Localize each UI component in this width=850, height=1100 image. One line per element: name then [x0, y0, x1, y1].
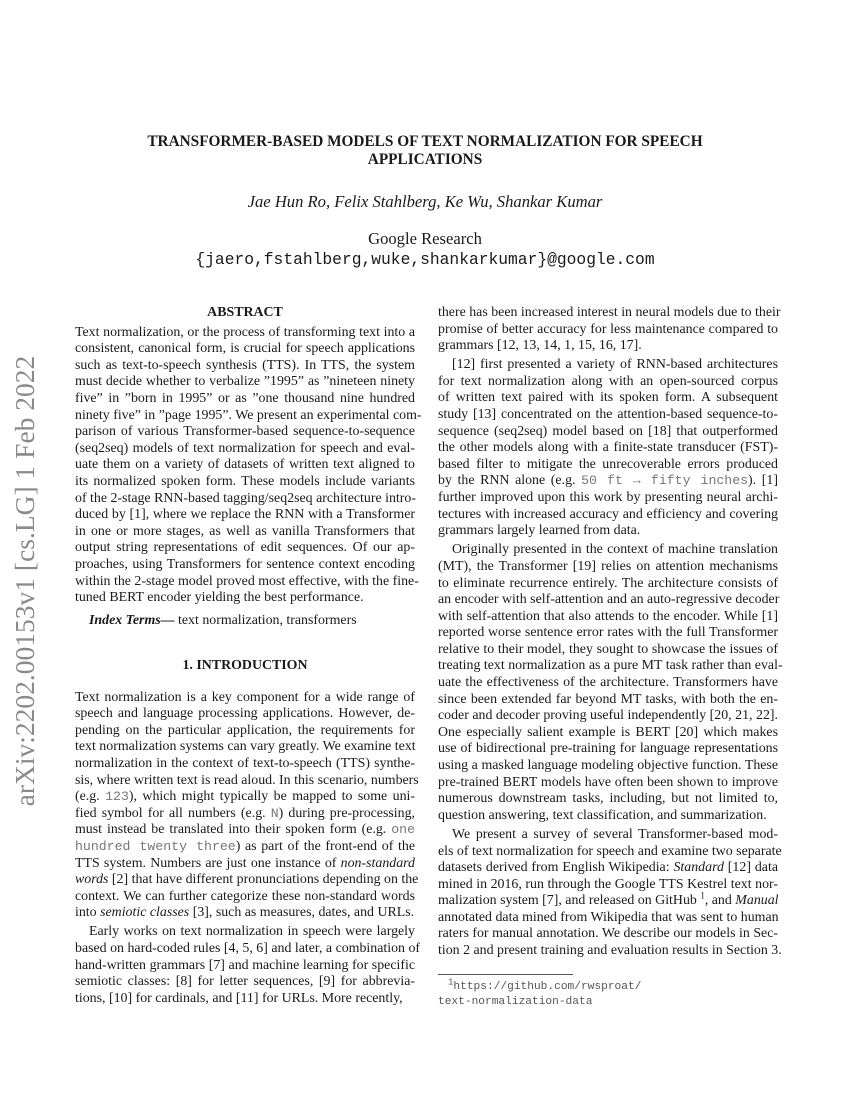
- text-line: using a masked language modeling objective function. These: [438, 758, 778, 774]
- text-line: of written text paired with its spoken form. A subsequent: [438, 390, 778, 406]
- text-line: pending on the particular application, the requirements for: [75, 722, 415, 738]
- code-text: hundred twenty three: [75, 838, 236, 854]
- text-line: an encoder with self-attention and an auto-regressive decoder: [438, 592, 780, 608]
- text-line: study [13] concentrated on the attention-based sequence-to-: [438, 407, 778, 423]
- text-line: grammars [12, 13, 14, 1, 15, 16, 17].: [438, 338, 642, 354]
- abstract-section: [75, 305, 422, 629]
- index-terms-value: text normalization, transformers: [174, 612, 357, 628]
- text-line: pre-trained BERT models have often been shown to improve: [438, 774, 778, 790]
- text-line: treating text normalization as a pure MT task rather than eval-: [438, 658, 783, 674]
- paragraph: [75, 324, 422, 607]
- index-terms: [75, 613, 415, 630]
- text-line: since been extended far beyond MT tasks, with both the en-: [438, 691, 778, 707]
- text-line: uate the effectiveness of the architecture. Transformers have: [438, 675, 778, 691]
- arxiv-identifier-sidebar: arXiv:2202.00153v1 [cs.LG] 1 Feb 2022: [9, 355, 40, 807]
- text-segment: by the RNN alone (e.g.: [438, 473, 582, 489]
- text-line: duced by [1], where we replace the RNN with a Transformer: [75, 507, 415, 523]
- text-line: tions, [10] for cardinals, and [11] for URLs. More recently,: [75, 990, 403, 1006]
- text-line: normalization in the context of text-to-speech (TTS) synthe-: [75, 755, 415, 771]
- footnote-divider: [438, 974, 573, 975]
- text-line: [438, 860, 778, 877]
- text-line: [75, 806, 415, 823]
- emphasis-text: semiotic classes: [100, 905, 190, 921]
- text-segment: [12] data: [723, 860, 778, 876]
- text-line: Text normalization is a key component for a wide range of: [75, 689, 415, 705]
- text-line: mined in 2016, run through the Google TTS Kestrel text nor-: [438, 876, 778, 892]
- index-terms-label: Index Terms—: [89, 612, 175, 628]
- text-segment: , and: [704, 893, 736, 909]
- text-segment: ) during pre-processing,: [278, 805, 415, 821]
- text-line: consistent, canonical form, is crucial for speech applications: [75, 341, 415, 357]
- footnote-link[interactable]: https://github.com/rwsproat/: [453, 981, 642, 993]
- emphasis-text: non-standard: [340, 855, 415, 871]
- paragraph: [438, 542, 783, 824]
- text-segment: into: [75, 905, 101, 921]
- text-segment: [2] that have different pronunciations depending on the: [108, 872, 419, 888]
- code-text: 123: [105, 789, 129, 805]
- footnote-mark: 1: [448, 977, 454, 988]
- text-line: Text normalization, or the process of transforming text into a: [75, 324, 415, 340]
- text-line: parison of various Transformer-based sequence-to-sequence: [75, 424, 415, 440]
- text-line: based on hard-coded rules [4, 5, 6] and later, a combination of: [75, 941, 421, 956]
- emphasis-text: Manual: [735, 893, 779, 909]
- text-segment: must instead be translated into their spoken form (e.g.: [75, 822, 392, 838]
- text-line: [75, 872, 419, 889]
- text-line: tectures with increased accuracy and efficiency and covering: [438, 506, 778, 522]
- text-line: proaches, using Transformers for sentence context encoding: [75, 556, 415, 572]
- text-line: Originally presented in the context of machine translation: [452, 542, 778, 558]
- text-segment: malization system [7], and released on GitHub: [438, 893, 701, 909]
- title-line: APPLICATIONS: [367, 150, 483, 168]
- text-line: [75, 905, 415, 922]
- text-line: (MT), the Transformer [19] relies on attention mechanisms: [438, 558, 778, 574]
- text-line: grammars largely learned from data.: [438, 523, 641, 539]
- paper-title: [60, 133, 790, 168]
- emphasis-text: words: [75, 872, 109, 888]
- text-line: further improved upon this work by presenting neural archi-: [438, 490, 778, 506]
- text-line: text normalization systems can vary greatly. We examine text: [75, 739, 416, 755]
- author-list: Jae Hun Ro, Felix Stahlberg, Ke Wu, Shankar Kumar: [247, 192, 603, 211]
- text-line: els of text normalization for speech and examine two separate: [438, 843, 782, 859]
- text-segment: ). [1]: [748, 473, 778, 489]
- text-line: promise of better accuracy for less maintenance compared to: [438, 321, 778, 337]
- title-line: TRANSFORMER-BASED MODELS OF TEXT NORMALIZATION FOR SPEECH: [147, 133, 703, 150]
- text-line: based filter to mitigate the unrecoverable errors produced: [438, 456, 778, 472]
- affiliation: Google Research: [368, 229, 482, 248]
- text-segment: fied symbol for all numbers (e.g.: [75, 805, 271, 821]
- text-line: context. We can further categorize these non-standard words: [75, 888, 415, 904]
- text-line: must decide whether to verbalize ”1995” as ”nineteen ninety: [75, 374, 415, 390]
- emphasis-text: Standard: [673, 860, 724, 876]
- paragraph: [438, 305, 781, 355]
- text-line: for text normalization along with an open-sourced corpus: [438, 373, 778, 389]
- text-line: question answering, text classification, and summarization.: [438, 807, 767, 823]
- footnote: [438, 977, 642, 1009]
- text-line: Early works on text normalization in speech were largely: [89, 924, 415, 940]
- introduction-body: [75, 689, 421, 1008]
- paragraph: [75, 924, 421, 1007]
- code-text: 50 ft → fifty inches: [581, 473, 749, 489]
- text-line: sequence (seq2seq) model based on [18] that outperformed: [438, 423, 778, 439]
- text-line: within the 2-stage model proved most effective, with the fine-: [75, 573, 419, 589]
- text-line: hand-written grammars [7] and machine learning for specific: [75, 957, 415, 973]
- text-line: speech and language processing applications. However, de-: [75, 706, 415, 722]
- text-line: there has been increased interest in neural models due to their: [438, 305, 781, 320]
- text-line: tuned BERT encoder yielding the best performance.: [75, 590, 364, 606]
- text-line: semiotic classes: [8] for letter sequences, [9] for abbrevia-: [75, 974, 415, 990]
- text-line: its normalized spoken form. These models include variants: [75, 473, 415, 489]
- text-line: five” in ”born in 1995” or as ”one thousand nine hundred: [75, 390, 415, 406]
- text-line: [438, 473, 778, 490]
- text-line: to eliminate recurrence entirely. The architecture consists of: [438, 575, 778, 591]
- text-line: the other models along with a finite-state transducer (FST)-: [438, 440, 778, 456]
- text-segment: (e.g.: [75, 789, 106, 805]
- text-line: with self-attention that also attends to the encoder. While [1]: [438, 608, 778, 624]
- footnote-link-continued[interactable]: text-normalization-data: [438, 995, 593, 1008]
- introduction-heading: 1. INTRODUCTION: [182, 658, 308, 673]
- text-line: uate them on a variety of datasets of written text aligned to: [75, 457, 415, 473]
- text-line: [75, 789, 415, 806]
- text-line: [75, 822, 415, 839]
- introduction-section: [75, 658, 421, 1010]
- text-line: of the 2-stage RNN-based tagging/seq2seq architecture intro-: [75, 490, 416, 506]
- text-line: raters for manual annotation. We describe our models in Sec-: [438, 926, 778, 942]
- text-line: We present a survey of several Transformer-based mod-: [452, 826, 778, 842]
- text-line: tion 2 and present training and evaluation results in Section 3.: [438, 943, 782, 959]
- text-line: [75, 856, 415, 873]
- text-segment: ) as part of the front-end of the: [235, 838, 415, 854]
- right-column-body: [438, 305, 783, 962]
- text-segment: [3], such as measures, dates, and URLs.: [189, 905, 415, 921]
- text-segment: TTS system. Numbers are just one instance of: [75, 855, 341, 871]
- footnote-ref: 1: [700, 890, 705, 901]
- text-line: ninety five” in ”page 1995”. We present an experimental com-: [75, 407, 422, 423]
- text-line: output string representations of edit sequences. Of our ap-: [75, 540, 415, 556]
- code-text: one: [391, 822, 415, 838]
- code-text: N: [270, 805, 279, 821]
- text-line: sis, where written text is read aloud. In this scenario, numbers: [75, 772, 419, 788]
- text-line: in one or more stages, as well as vanilla Transformers that: [75, 523, 415, 539]
- text-segment: ), which might typically be mapped to some uni-: [128, 789, 415, 805]
- text-line: [438, 890, 779, 910]
- author-emails: {jaero,fstahlberg,wuke,shankarkumar}@google.com: [195, 250, 655, 269]
- text-line: One especially salient example is BERT [20] which makes: [438, 724, 778, 740]
- text-segment: datasets derived from English Wikipedia:: [438, 860, 674, 876]
- text-line: reported worse sentence error rates with the full Transformer: [438, 625, 778, 641]
- text-line: relative to their model, they sought to showcase the issues of: [438, 641, 778, 657]
- paragraph: [438, 826, 782, 960]
- abstract-heading: ABSTRACT: [207, 305, 283, 320]
- text-line: coder and decoder proving useful independently [20, 21, 22].: [438, 708, 778, 724]
- paragraph: [438, 357, 778, 540]
- text-line: such as text-to-speech synthesis (TTS). In TTS, the system: [75, 357, 415, 373]
- text-line: [12] first presented a variety of RNN-based architectures: [452, 357, 778, 373]
- text-line: (seq2seq) models of text normalization for speech and eval-: [75, 440, 415, 456]
- paragraph: [75, 689, 419, 922]
- text-line: numerous downstream tasks, including, but not limited to,: [438, 791, 778, 807]
- text-line: annotated data mined from Wikipedia that was sent to human: [438, 909, 779, 925]
- text-line: use of bidirectional pre-training for language representations: [438, 741, 778, 757]
- text-line: [75, 839, 415, 856]
- abstract-body: [75, 324, 422, 607]
